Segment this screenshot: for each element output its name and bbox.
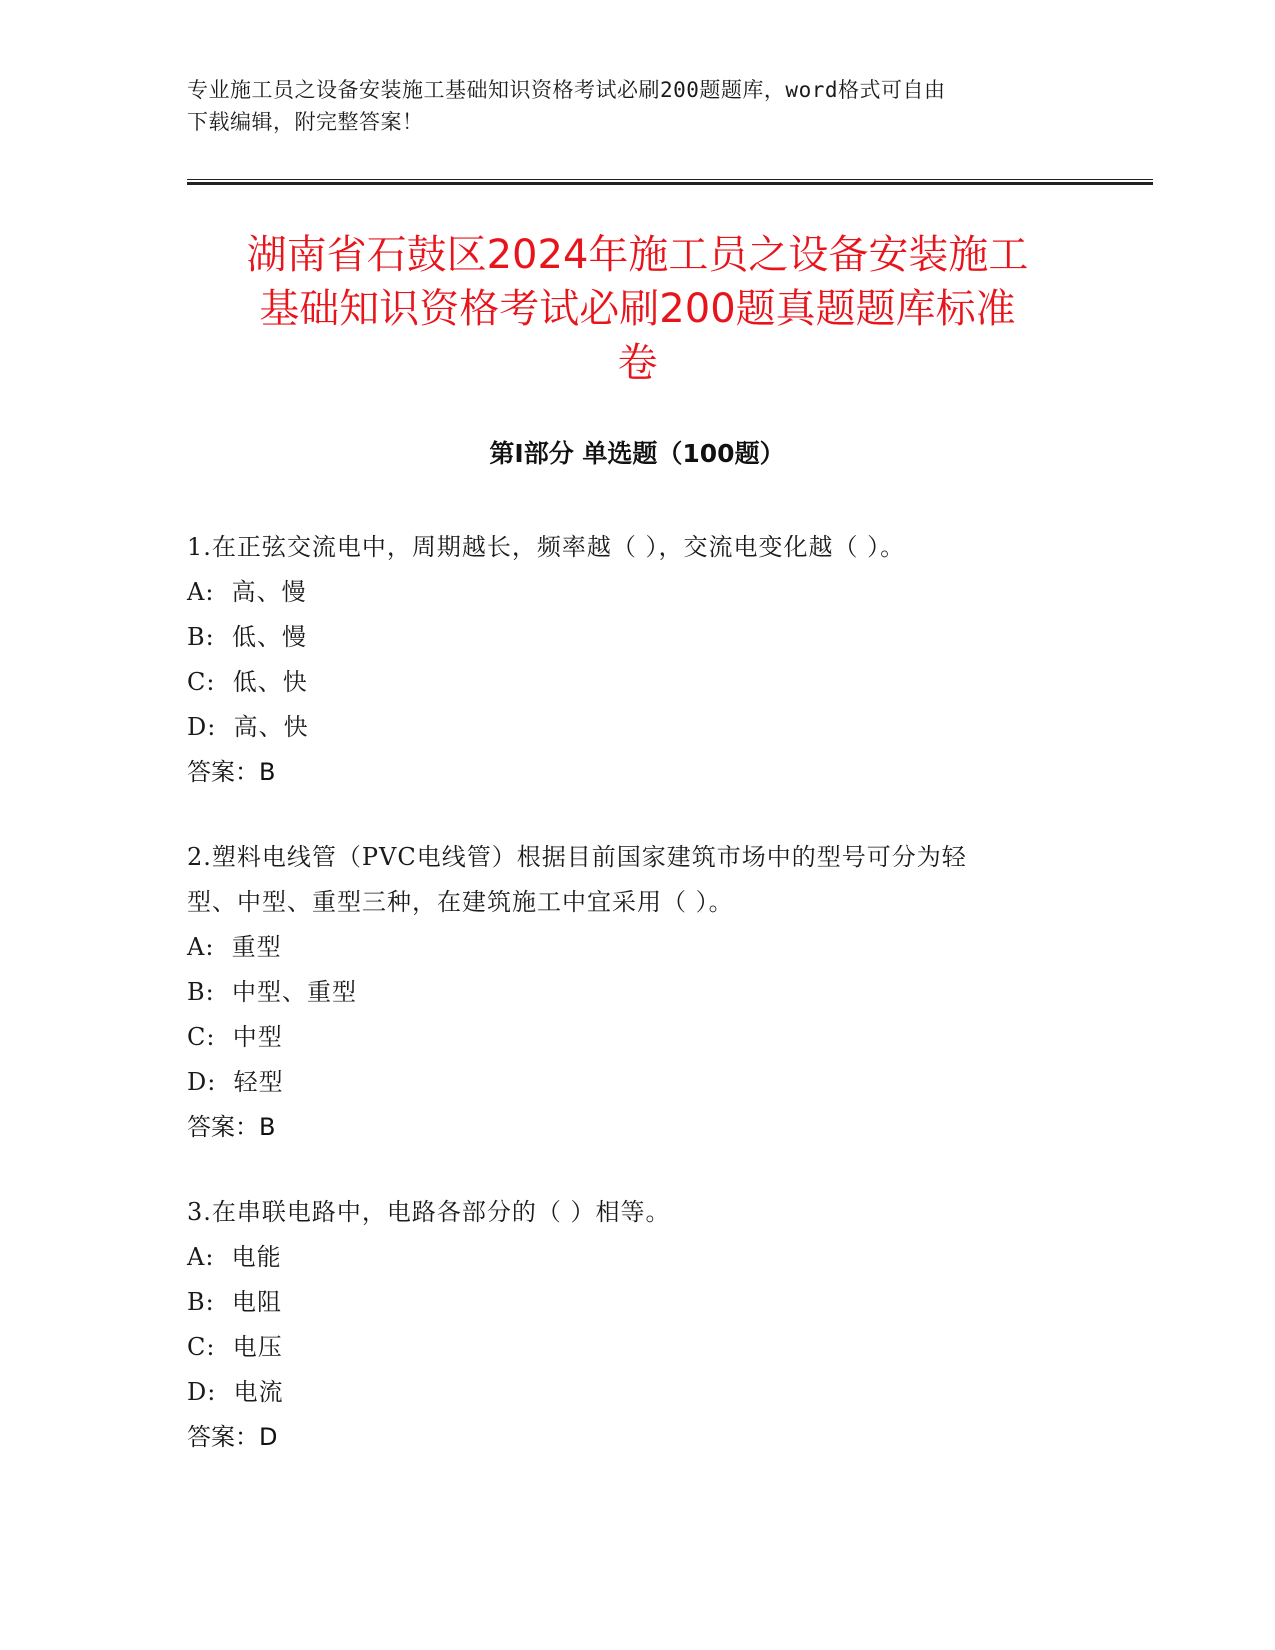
question-2 — [187, 835, 1087, 1150]
header-note — [187, 74, 1087, 138]
document-title — [160, 228, 1115, 390]
option-d: D: 电流 — [187, 1378, 284, 1406]
question-stem: 1.在正弦交流电中，周期越长，频率越（ ），交流电变化越（ ）。 — [187, 533, 906, 561]
option-b: B: 低、慢 — [187, 623, 307, 651]
header-note-line-2: 下载编辑，附完整答案！ — [187, 110, 424, 134]
option-d: D: 轻型 — [187, 1068, 284, 1096]
option-c: C: 中型 — [187, 1023, 283, 1051]
header-divider-thin — [187, 179, 1153, 180]
option-b: B: 电阻 — [187, 1288, 282, 1316]
section-heading: 第Ⅰ部分 单选题（100题） — [489, 439, 785, 468]
option-a: A: 电能 — [187, 1243, 282, 1271]
document-title-line-1: 湖南省石鼓区2024年施工员之设备安装施工 — [246, 232, 1029, 278]
option-b: B: 中型、重型 — [187, 978, 357, 1006]
header-note-line-1: 专业施工员之设备安装施工基础知识资格考试必刷200题题库，word格式可自由 — [187, 78, 946, 102]
answer: 答案：B — [187, 758, 276, 786]
question-stem: 3.在串联电路中，电路各部分的（ ）相等。 — [187, 1198, 671, 1226]
question-list — [187, 525, 1087, 1500]
question-stem-line-1: 2.塑料电线管（PVC电线管）根据目前国家建筑市场中的型号可分为轻 — [187, 843, 967, 871]
document-title-line-2: 基础知识资格考试必刷200题真题题库标准 — [259, 286, 1016, 332]
option-c: C: 低、快 — [187, 668, 308, 696]
answer: 答案：D — [187, 1423, 278, 1451]
document-title-line-3: 卷 — [617, 340, 658, 386]
question-stem-line-2: 型、中型、重型三种，在建筑施工中宜采用（ ）。 — [187, 888, 734, 916]
question-3 — [187, 1190, 1087, 1460]
option-c: C: 电压 — [187, 1333, 283, 1361]
question-1 — [187, 525, 1087, 795]
option-d: D: 高、快 — [187, 713, 309, 741]
answer: 答案：B — [187, 1113, 276, 1141]
option-a: A: 重型 — [187, 933, 282, 961]
header-divider-thick — [187, 182, 1153, 185]
option-a: A: 高、慢 — [187, 578, 307, 606]
